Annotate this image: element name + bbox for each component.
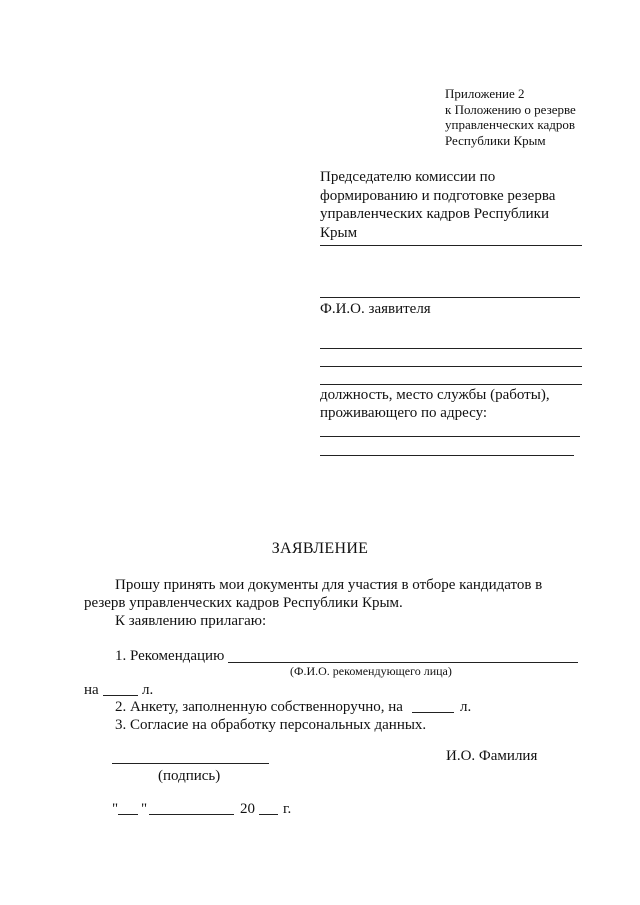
date-year-suffix: г.	[283, 801, 292, 817]
applicant-position-line-1[interactable]	[320, 348, 582, 349]
applicant-address-line-1[interactable]	[320, 436, 580, 437]
applicant-name-label: Ф.И.О. заявителя	[320, 301, 431, 317]
addressee-line: Крым	[320, 224, 358, 241]
addressee-blank-line[interactable]	[320, 245, 582, 246]
recommender-hint: (Ф.И.О. рекомендующего лица)	[290, 664, 452, 678]
addressee-line: управленческих кадров Республики	[320, 206, 549, 222]
appendix-line: к Положению о резерве	[445, 101, 576, 117]
applicant-address-line-2[interactable]	[320, 455, 574, 456]
recommender-name-line[interactable]	[228, 662, 578, 663]
appendix-line: Республики Крым	[445, 132, 546, 148]
date-year-prefix: 20	[240, 801, 255, 817]
request-text-line-1: Прошу принять мои документы для участия в отборе кандидатов в	[115, 577, 543, 593]
applicant-position-label: должность, место службы (работы),	[320, 387, 550, 403]
item2-pages-blank[interactable]	[412, 712, 454, 713]
signature-hint: (подпись)	[158, 768, 221, 784]
applicant-address-label: проживающего по адресу:	[320, 405, 488, 421]
item1-pages-blank[interactable]	[103, 695, 138, 696]
addressee-line: Председателю комиссии по	[320, 169, 496, 185]
date-month-blank[interactable]	[149, 814, 234, 815]
request-text-line-2: резерв управленческих кадров Республики Крым.	[84, 595, 403, 611]
addressee-line: формированию и подготовке резерва	[320, 187, 556, 204]
date-day-blank[interactable]	[118, 814, 138, 815]
appendix-reference	[445, 86, 576, 148]
appendix-line: Приложение 2	[445, 86, 525, 101]
item1-pages-prefix: на	[84, 682, 99, 698]
applicant-position-line-2[interactable]	[320, 366, 582, 367]
statement-title: ЗАЯВЛЕНИЕ	[271, 540, 369, 557]
item3-label: 3. Согласие на обработку персональных данных.	[115, 717, 427, 733]
item2-suffix: л.	[460, 699, 472, 715]
attachments-intro: К заявлению прилагаю:	[115, 613, 267, 629]
item1-pages-suffix: л.	[142, 682, 154, 698]
item2-label: 2. Анкету, заполненную собственноручно, на	[115, 699, 403, 715]
item1-label: 1. Рекомендацию	[115, 648, 225, 664]
date-year-blank[interactable]	[259, 814, 278, 815]
signature-name: И.О. Фамилия	[446, 748, 538, 764]
signature-line[interactable]	[112, 763, 269, 764]
date-quote-open: "	[112, 801, 119, 817]
appendix-line: управленческих кадров	[445, 117, 575, 132]
date-quote-close: "	[141, 801, 148, 817]
applicant-name-line[interactable]	[320, 297, 580, 298]
addressee-block	[320, 168, 555, 242]
applicant-position-line-3[interactable]	[320, 384, 582, 385]
